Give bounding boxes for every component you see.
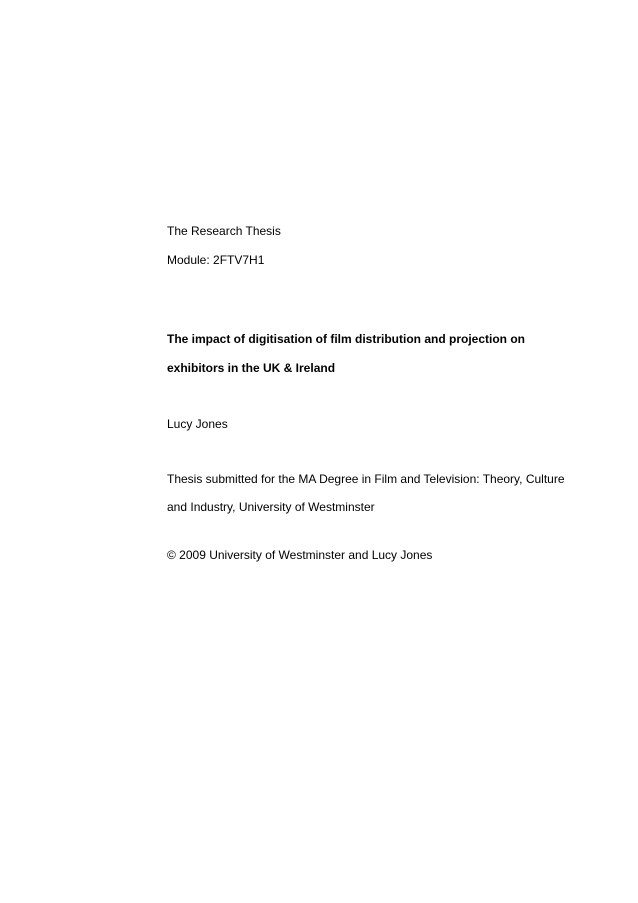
thesis-title-line-2: exhibitors in the UK & Ireland	[167, 361, 336, 375]
module-code: Module: 2FTV7H1	[167, 253, 265, 267]
thesis-title-line-1: The impact of digitisation of film distribution and projection on	[167, 332, 525, 346]
author-name: Lucy Jones	[167, 417, 228, 431]
copyright-notice: © 2009 University of Westminster and Lucy Jones	[167, 548, 433, 562]
submission-statement-line-1: Thesis submitted for the MA Degree in Film and Television: Theory, Culture	[167, 472, 565, 486]
thesis-heading: The Research Thesis	[167, 224, 281, 238]
submission-statement-line-2: and Industry, University of Westminster	[167, 500, 375, 514]
